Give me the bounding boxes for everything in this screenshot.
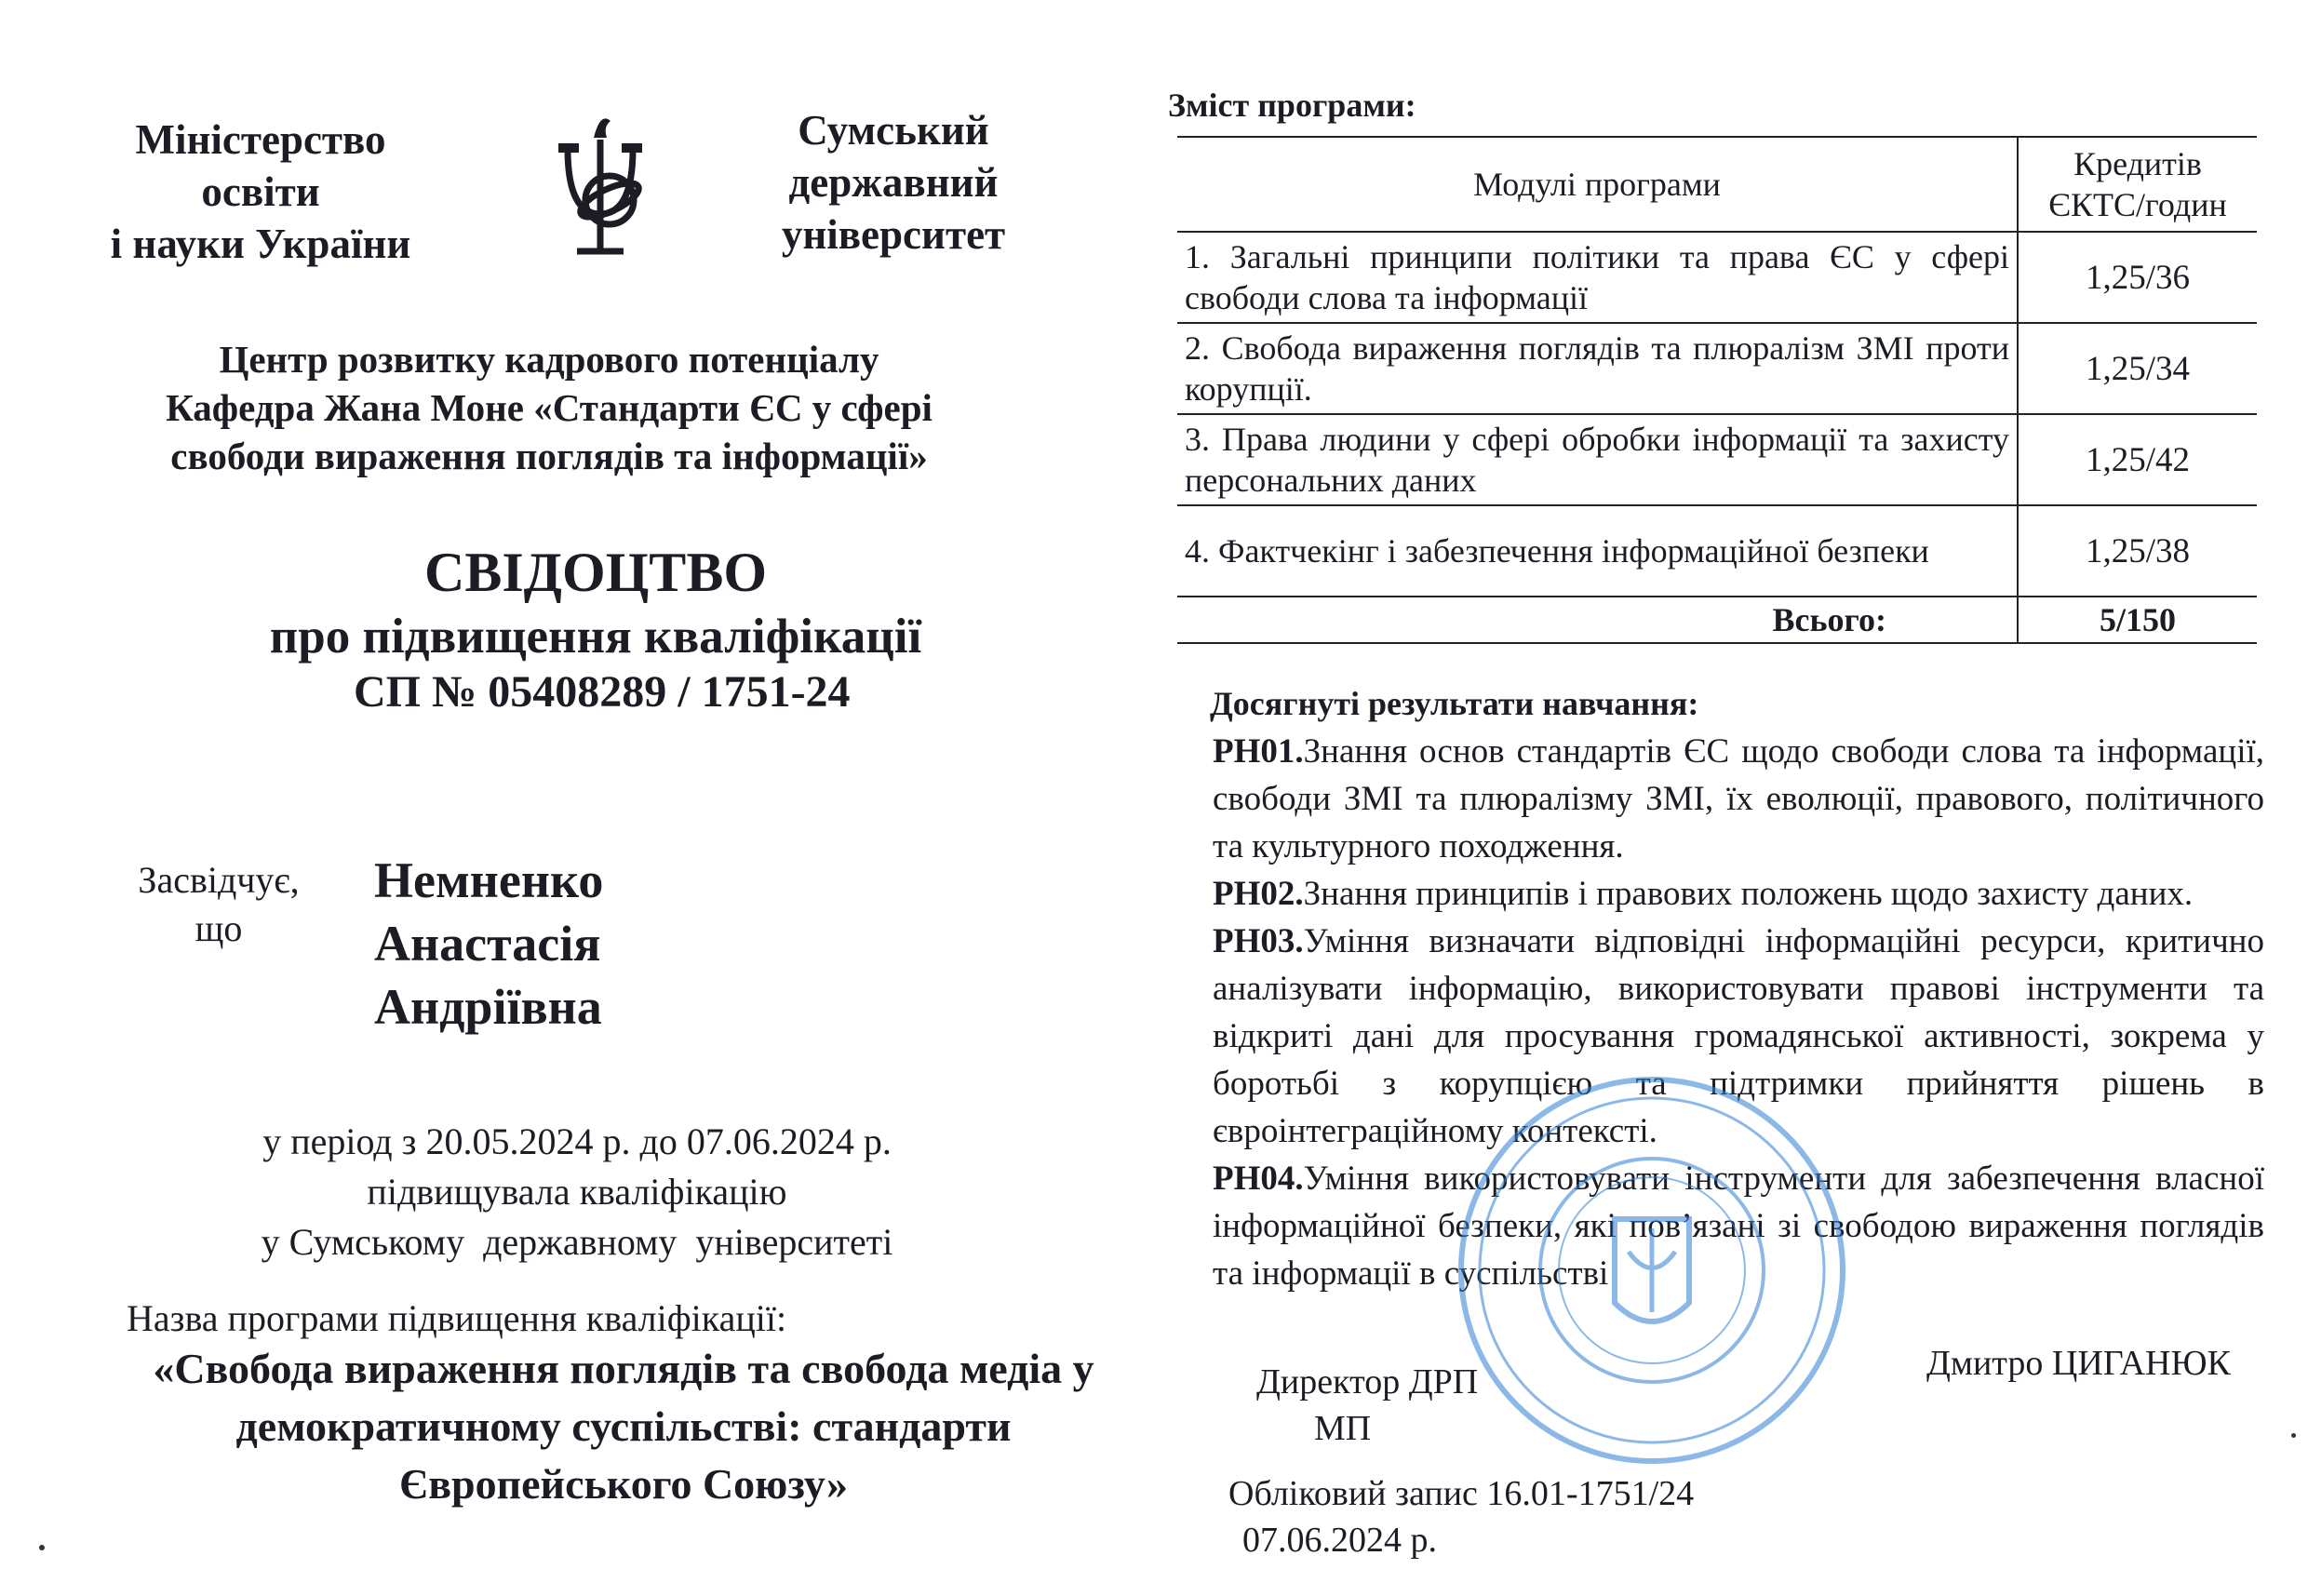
certificate-title: СВІДОЦТВО — [423, 542, 768, 603]
program-name-line-3: Європейського Союзу» — [399, 1460, 848, 1508]
result-item — [1213, 870, 2264, 918]
ministry-line-2: освіти — [201, 168, 320, 215]
program-name-line-2: демократичному суспільстві: стандарти — [235, 1402, 1012, 1450]
holder-surname: Немненко — [374, 852, 604, 908]
certifies-line-1: Засвідчує, — [138, 859, 300, 901]
result-text: Уміння визначати відповідні інформаційні ресурси, критично аналізувати інформацію, використовувати правові інструменти та відкриті дані для просування громадянської активності, зокрема у боротьбі з корупцією та підтримки прийняття рішень в євроінтеграційному контексті. — [1213, 922, 2264, 1150]
record-date: 07.06.2024 р. — [1242, 1521, 1437, 1560]
column-header-credits — [2018, 137, 2257, 232]
result-code: РН03. — [1213, 922, 1304, 960]
table-row — [1177, 505, 2257, 597]
certifies-line-2: що — [195, 907, 243, 949]
credits-cell: 1,25/38 — [2018, 505, 2257, 597]
seal-label: МП — [1314, 1409, 1372, 1448]
centre-line-3: свободи вираження поглядів та інформації» — [170, 435, 928, 477]
centre-line-1: Центр розвитку кадрового потенціалу — [219, 338, 879, 381]
credits-cell: 1,25/34 — [2018, 323, 2257, 414]
result-code: РН04. — [1213, 1160, 1304, 1198]
table-total-row — [1177, 597, 2257, 643]
director-name: Дмитро ЦИГАНЮК — [1926, 1344, 2231, 1383]
period-line-2: підвищувала кваліфікацію — [367, 1171, 787, 1213]
training-period — [168, 1117, 986, 1267]
record-entry: Обліковий запис 16.01-1751/24 — [1228, 1474, 1695, 1513]
credits-cell: 1,25/42 — [2018, 414, 2257, 505]
university-line-2: державний — [788, 159, 999, 206]
centre-line-2: Кафедра Жана Моне «Стандарти ЄС у сфері — [166, 386, 933, 429]
result-text: Знання принципів і правових положень щодо захисту даних. — [1303, 875, 2194, 913]
result-code: РН02. — [1213, 875, 1304, 913]
result-code: РН01. — [1213, 732, 1304, 771]
certificate-subtitle: про підвищення кваліфікації — [269, 610, 922, 664]
module-cell: 2. Свобода вираження поглядів та плюралізм ЗМІ проти корупції. — [1177, 323, 2018, 414]
content-heading: Зміст програми: — [1168, 87, 1416, 124]
column-header-module: Модулі програми — [1177, 137, 2018, 232]
certificate-number: СП № 05408289 / 1751-24 — [354, 667, 851, 717]
program-name — [93, 1340, 1154, 1513]
program-name-line-1: «Свобода вираження поглядів та свобода медіа у — [153, 1345, 1094, 1392]
modules-table — [1177, 136, 2257, 644]
certifies-label — [112, 856, 326, 953]
table-row — [1177, 414, 2257, 505]
credits-header-line-1: Кредитів — [2073, 145, 2202, 182]
table-header-row — [1177, 137, 2257, 232]
margin-dot — [2291, 1433, 2296, 1438]
university-emblem-icon — [521, 102, 679, 261]
module-cell: 1. Загальні принципи політики та права ЄС у сфері свободи слова та інформації — [1177, 232, 2018, 323]
ministry-line-1: Міністерство — [135, 116, 386, 163]
university-line-1: Сумський — [798, 107, 989, 154]
module-cell: 3. Права людини у сфері обробки інформації та захисту персональних даних — [1177, 414, 2018, 505]
results-heading: Досягнуті результати навчання: — [1210, 685, 1699, 722]
table-row — [1177, 323, 2257, 414]
margin-dot — [39, 1545, 45, 1550]
module-cell: 4. Фактчекінг і забезпечення інформаційної безпеки — [1177, 505, 2018, 597]
table-row — [1177, 232, 2257, 323]
holder-patronymic: Андріївна — [374, 979, 602, 1035]
university-line-3: університет — [781, 211, 1006, 258]
director-title: Директор ДРП — [1256, 1362, 1479, 1402]
result-item — [1213, 728, 2264, 870]
program-label: Назва програми підвищення кваліфікації: — [127, 1297, 787, 1339]
centre-name — [112, 335, 986, 480]
credits-header-line-2: ЄКТС/годин — [2048, 186, 2227, 223]
period-line-1: у період з 20.05.2024 р. до 07.06.2024 р. — [262, 1120, 892, 1162]
period-line-3: у Сумському державному університеті — [261, 1221, 893, 1263]
total-value: 5/150 — [2018, 597, 2257, 643]
result-text: Знання основ стандартів ЄС щодо свободи слова та інформації, свободи ЗМІ та плюралізму ЗМІ, їх еволюції, правового, політичного та культурного походження. — [1213, 732, 2264, 865]
ministry-name — [93, 114, 428, 270]
ministry-line-3: і науки України — [110, 221, 411, 267]
credits-cell: 1,25/36 — [2018, 232, 2257, 323]
result-text: Уміння використовувати інструменти для забезпечення власної інформаційної безпеки, які пов’язані зі свободою вираження поглядів та інформації в суспільстві — [1213, 1160, 2264, 1293]
holder-given-name: Анастасія — [374, 916, 601, 972]
university-name — [754, 104, 1033, 261]
official-seal-icon — [1452, 1070, 1852, 1470]
total-label: Всього: — [1177, 597, 2018, 643]
